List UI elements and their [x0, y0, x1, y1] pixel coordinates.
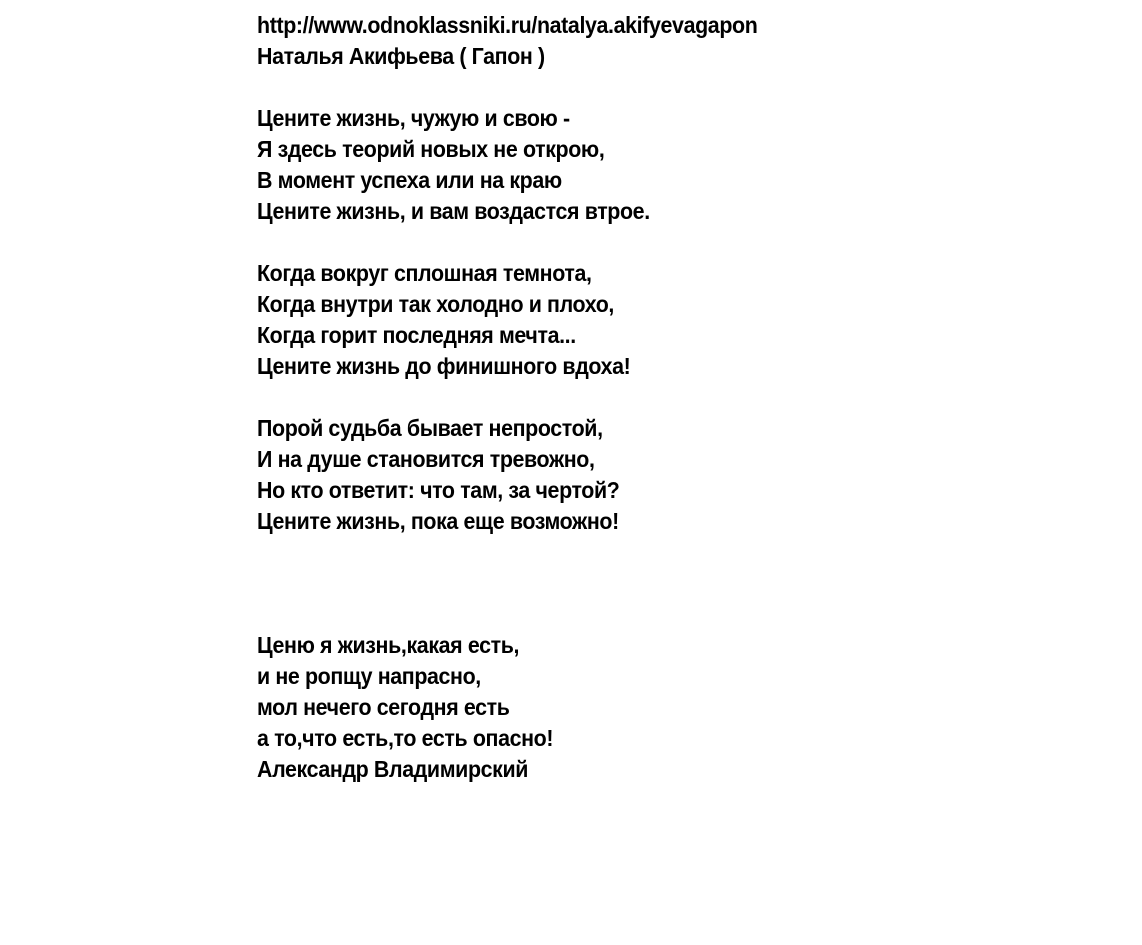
spacer [257, 537, 1057, 630]
poem-line: а то,что есть,то есть опасно! [257, 725, 554, 751]
poem-line: Ценю я жизнь,какая есть, [257, 632, 520, 658]
poem-line: Когда вокруг сплошная темнота, [257, 260, 592, 286]
poem-line: Я здесь теорий новых не открою, [257, 136, 605, 162]
spacer [257, 72, 1057, 103]
document-body [257, 10, 1057, 785]
poem-1-stanza-1 [257, 103, 1057, 227]
poem-line: мол нечего сегодня есть [257, 694, 510, 720]
poem-1-stanza-3 [257, 413, 1057, 537]
poem-line: В момент успеха или на краю [257, 167, 562, 193]
poem-line: Когда внутри так холодно и плохо, [257, 291, 614, 317]
poem-line: Но кто ответит: что там, за чертой? [257, 477, 620, 503]
poem-line: Цените жизнь до финишного вдоха! [257, 353, 631, 379]
poem-line: Цените жизнь, и вам воздастся втрое. [257, 198, 650, 224]
poem-line: и не ропщу напрасно, [257, 663, 481, 689]
first-author: Наталья Акифьева ( Гапон ) [257, 43, 545, 69]
poem-1-stanza-2 [257, 258, 1057, 382]
poem-line: Когда горит последняя мечта... [257, 322, 576, 348]
poem-line: Порой судьба бывает непростой, [257, 415, 603, 441]
spacer [257, 227, 1057, 258]
spacer [257, 382, 1057, 413]
poem-line: Цените жизнь, пока еще возможно! [257, 508, 619, 534]
poem-line: Цените жизнь, чужую и свою - [257, 105, 570, 131]
source-url: http://www.odnoklassniki.ru/natalya.akifyevagapon [257, 12, 758, 38]
poem-line: И на душе становится тревожно, [257, 446, 595, 472]
poem-2 [257, 630, 1057, 785]
second-author: Александр Владимирский [257, 756, 529, 782]
